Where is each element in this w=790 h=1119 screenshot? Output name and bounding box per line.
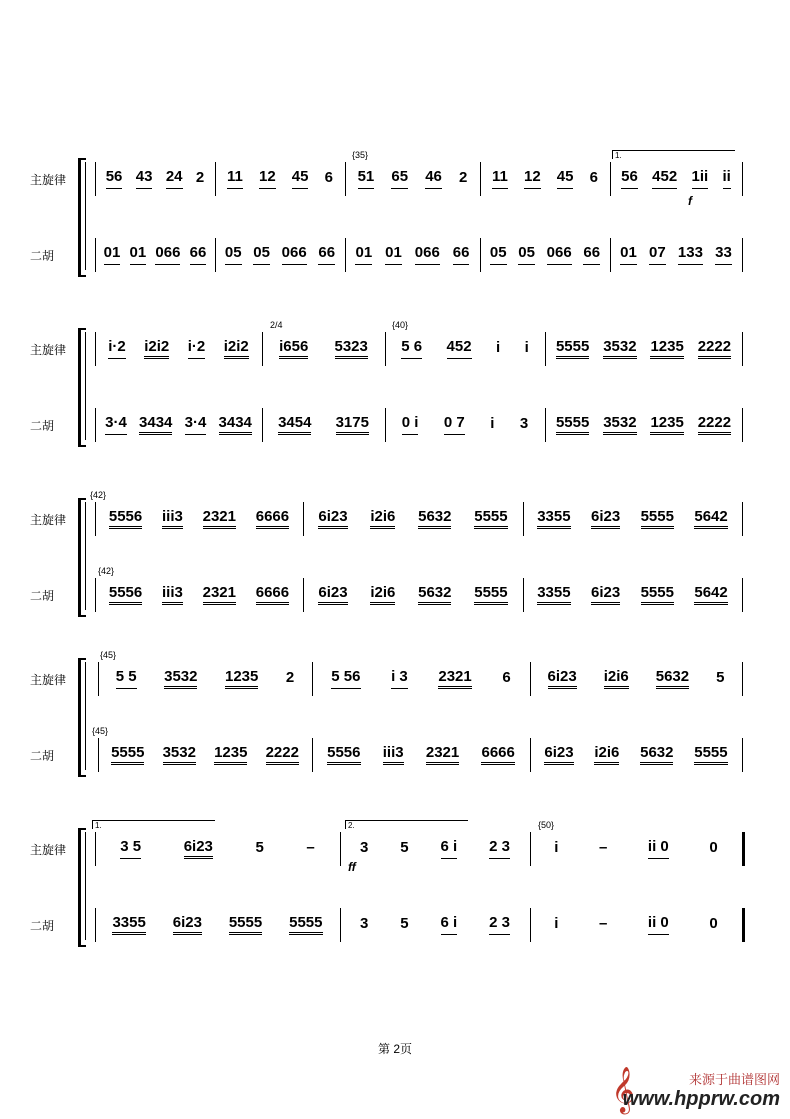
instrument-label-erhu: 二胡: [30, 919, 55, 933]
note-group: i: [554, 914, 559, 932]
measure: [614, 164, 738, 194]
note-group: 5: [255, 838, 264, 856]
instrument-label-melody: 主旋律: [30, 513, 67, 527]
note-group: i 3: [391, 669, 408, 689]
note-group: 01: [355, 245, 372, 265]
note-group: 5 6: [401, 339, 422, 359]
barline: [530, 908, 531, 942]
note-group: 01: [104, 245, 121, 265]
measure: [266, 334, 381, 364]
barline: [742, 332, 743, 366]
note-group: 3·4: [105, 415, 127, 435]
score-system: [0, 650, 790, 790]
barline: [523, 502, 524, 536]
barline: [312, 662, 313, 696]
barline: [545, 408, 546, 442]
dynamic-marking: f: [688, 194, 692, 208]
staff-melody: [0, 164, 790, 194]
note-group: i: [524, 338, 529, 356]
note-group: –: [599, 914, 608, 932]
note-group: 2 3: [489, 915, 510, 935]
note-group: 33: [715, 245, 732, 265]
barline: [95, 578, 96, 612]
note-group: 5632: [418, 585, 451, 605]
staff-erhu: [0, 910, 790, 940]
barline: [215, 162, 216, 196]
note-group: 01: [385, 245, 402, 265]
note-group: 6: [324, 168, 333, 186]
barline: [303, 578, 304, 612]
measure: [307, 504, 519, 534]
measure: [99, 910, 336, 940]
instrument-label-erhu: 二胡: [30, 589, 55, 603]
note-group: 5: [716, 668, 725, 686]
note-group: iii3: [383, 745, 404, 765]
note-group: 51: [358, 169, 375, 189]
measure: [349, 164, 476, 194]
barline: [95, 162, 96, 196]
barline: [215, 238, 216, 272]
note-group: i2i6: [604, 669, 629, 689]
note-group: 452: [447, 339, 472, 359]
note-group: 11: [492, 169, 508, 189]
barline: [530, 832, 531, 866]
barline: [742, 162, 743, 196]
measure-marker: 2/4: [270, 320, 283, 330]
measure: [527, 580, 738, 610]
note-group: 6i23: [318, 585, 347, 605]
staff-melody: [0, 504, 790, 534]
measure: [389, 334, 541, 364]
measure: [219, 164, 341, 194]
note-group: 5632: [656, 669, 689, 689]
note-group: 066: [547, 245, 572, 265]
note-group: 5642: [694, 585, 727, 605]
note-group: 5555: [556, 415, 589, 435]
note-group: 11: [227, 169, 243, 189]
note-group: 6i23: [173, 915, 202, 935]
measure-marker: {42}: [90, 490, 107, 500]
barline: [742, 662, 743, 696]
barline: [312, 738, 313, 772]
barline: [95, 832, 96, 866]
instrument-label-melody: 主旋律: [30, 343, 67, 357]
treble-clef-icon: 𝄞: [611, 1068, 635, 1112]
note-group: 5556: [327, 745, 360, 765]
barline: [742, 408, 743, 442]
note-group: 5555: [229, 915, 262, 935]
note-group: i·2: [188, 339, 206, 359]
staff-melody: [0, 334, 790, 364]
note-group: i2i6: [370, 585, 395, 605]
measure: [534, 910, 738, 940]
note-group: 3454: [278, 415, 311, 435]
measure: [344, 910, 526, 940]
note-group: 0 7: [444, 415, 465, 435]
instrument-label-erhu: 二胡: [30, 419, 55, 433]
note-group: 2321: [426, 745, 459, 765]
note-group: 0 i: [402, 415, 419, 435]
note-group: 3: [359, 914, 369, 932]
measure: [344, 834, 526, 864]
note-group: 2: [459, 168, 468, 186]
note-group: 5 56: [331, 669, 360, 689]
staff-erhu: [0, 240, 790, 270]
score-system: [0, 490, 790, 630]
note-group: 56: [621, 169, 638, 189]
barline: [523, 578, 524, 612]
note-group: 2222: [698, 415, 731, 435]
note-group: 6i23: [548, 669, 577, 689]
barline: [95, 238, 96, 272]
note-group: 3434: [219, 415, 252, 435]
measure-marker: {42}: [98, 566, 115, 576]
score-system: [0, 320, 790, 460]
instrument-label-melody: 主旋律: [30, 843, 67, 857]
note-group: 0: [709, 838, 718, 856]
note-group: 1ii: [692, 169, 709, 189]
note-group: 5555: [641, 509, 674, 529]
volta-bracket: 1.: [612, 150, 735, 159]
note-group: 6666: [481, 745, 514, 765]
barline: [95, 408, 96, 442]
measure: [99, 410, 258, 440]
note-group: 5642: [694, 509, 727, 529]
note-group: 6 i: [441, 839, 458, 859]
score-system: [0, 150, 790, 290]
note-group: 5555: [289, 915, 322, 935]
note-group: 45: [292, 169, 309, 189]
barline: [742, 238, 743, 272]
note-group: 07: [649, 245, 666, 265]
note-group: 01: [130, 245, 147, 265]
note-group: 24: [166, 169, 183, 189]
measure: [484, 164, 606, 194]
note-group: iii3: [162, 509, 183, 529]
note-group: 6i23: [318, 509, 347, 529]
volta-bracket: 1.: [92, 820, 215, 829]
note-group: 05: [225, 245, 242, 265]
barline: [610, 238, 611, 272]
note-group: 5632: [640, 745, 673, 765]
note-group: 2222: [266, 745, 299, 765]
note-group: 5556: [109, 585, 142, 605]
note-group: 3355: [112, 915, 145, 935]
note-group: 3: [519, 414, 529, 432]
measure: [527, 504, 738, 534]
note-group: 3532: [163, 745, 196, 765]
measure: [389, 410, 541, 440]
instrument-label-erhu: 二胡: [30, 249, 55, 263]
note-group: 2321: [203, 585, 236, 605]
note-group: i·2: [108, 339, 126, 359]
note-group: 5555: [111, 745, 144, 765]
measure-marker: {40}: [392, 320, 409, 330]
note-group: 3532: [164, 669, 197, 689]
note-group: 5 5: [116, 669, 137, 689]
score-system: [0, 820, 790, 960]
barline: [742, 578, 743, 612]
note-group: 66: [318, 245, 335, 265]
measure: [99, 164, 211, 194]
note-group: 5555: [556, 339, 589, 359]
barline: [95, 332, 96, 366]
note-group: i656: [279, 339, 308, 359]
barline: [345, 238, 346, 272]
note-group: 066: [155, 245, 180, 265]
note-group: 2: [285, 668, 295, 686]
note-group: 6i23: [184, 839, 213, 859]
barline: [303, 502, 304, 536]
note-group: 5555: [694, 745, 727, 765]
note-group: 6666: [256, 509, 289, 529]
measure: [266, 410, 381, 440]
barline: [480, 238, 481, 272]
barline: [545, 332, 546, 366]
measure: [534, 664, 738, 694]
note-group: 3 5: [120, 839, 141, 859]
note-group: 66: [190, 245, 207, 265]
note-group: 3355: [537, 509, 570, 529]
note-group: 6: [589, 168, 598, 186]
staff-melody: [0, 664, 790, 694]
barline: [530, 738, 531, 772]
barline: [340, 832, 341, 866]
measure: [307, 580, 519, 610]
staff-erhu: [0, 580, 790, 610]
measure: [102, 740, 308, 770]
note-group: 2: [195, 168, 205, 186]
note-group: i2i2: [144, 339, 169, 359]
barline: [530, 662, 531, 696]
note-group: 2321: [438, 669, 471, 689]
note-group: 6i23: [591, 509, 620, 529]
note-group: iii3: [162, 585, 183, 605]
note-group: –: [599, 838, 608, 856]
barline: [262, 408, 263, 442]
note-group: 12: [259, 169, 276, 189]
measure: [316, 740, 526, 770]
note-group: –: [306, 838, 315, 856]
note-group: i2i6: [370, 509, 395, 529]
note-group: 133: [678, 245, 703, 265]
barline: [98, 738, 99, 772]
staff-erhu: [0, 740, 790, 770]
staff-erhu: [0, 410, 790, 440]
note-group: 1235: [650, 339, 683, 359]
note-group: 3: [359, 838, 369, 856]
note-group: 3355: [537, 585, 570, 605]
measure-marker: {45}: [100, 650, 117, 660]
watermark-url: www.hpprw.com: [622, 1088, 780, 1110]
note-group: 2 3: [489, 839, 510, 859]
note-group: i2i6: [594, 745, 619, 765]
note-group: 6666: [256, 585, 289, 605]
note-group: 43: [136, 169, 153, 189]
note-group: 5555: [641, 585, 674, 605]
measure: [614, 240, 738, 270]
note-group: ii: [723, 169, 731, 189]
note-group: 3434: [139, 415, 172, 435]
staff-melody: [0, 834, 790, 864]
note-group: 066: [415, 245, 440, 265]
instrument-label-melody: 主旋律: [30, 173, 67, 187]
measure: [99, 834, 336, 864]
measure-marker: {50}: [538, 820, 555, 830]
note-group: 05: [490, 245, 507, 265]
barline: [340, 908, 341, 942]
note-group: 65: [391, 169, 408, 189]
measure: [349, 240, 476, 270]
barline: [345, 162, 346, 196]
barline: [98, 662, 99, 696]
dynamic-marking: ff: [348, 860, 356, 874]
note-group: i: [490, 414, 495, 432]
instrument-label-melody: 主旋律: [30, 673, 67, 687]
barline: [262, 332, 263, 366]
measure: [549, 334, 738, 364]
note-group: i: [554, 838, 559, 856]
note-group: 45: [557, 169, 574, 189]
note-group: ii 0: [648, 839, 669, 859]
barline: [742, 738, 743, 772]
note-group: 6i23: [591, 585, 620, 605]
note-group: 3532: [603, 339, 636, 359]
note-group: 5555: [474, 509, 507, 529]
measure: [219, 240, 341, 270]
note-group: 2222: [698, 339, 731, 359]
note-group: i2i2: [224, 339, 249, 359]
measure-marker: {35}: [352, 150, 369, 160]
note-group: 5632: [418, 509, 451, 529]
measure: [99, 580, 299, 610]
note-group: 12: [524, 169, 541, 189]
note-group: 05: [253, 245, 270, 265]
note-group: 6: [502, 668, 511, 686]
measure: [534, 834, 738, 864]
note-group: 5: [400, 914, 409, 932]
note-group: 6i23: [544, 745, 573, 765]
note-group: 66: [583, 245, 600, 265]
note-group: 2321: [203, 509, 236, 529]
measure: [99, 504, 299, 534]
note-group: 46: [425, 169, 442, 189]
note-group: 56: [106, 169, 123, 189]
note-group: 452: [652, 169, 677, 189]
barline: [742, 908, 745, 942]
watermark: [623, 1069, 780, 1111]
barline: [95, 502, 96, 536]
measure: [484, 240, 606, 270]
note-group: 0: [709, 914, 718, 932]
measure-marker: {45}: [92, 726, 109, 736]
note-group: 1235: [214, 745, 247, 765]
note-group: 01: [620, 245, 637, 265]
note-group: 5555: [474, 585, 507, 605]
page-number: 第 2页: [377, 1042, 412, 1056]
barline: [385, 408, 386, 442]
note-group: 6 i: [441, 915, 458, 935]
instrument-label-erhu: 二胡: [30, 749, 55, 763]
note-group: ii 0: [648, 915, 669, 935]
barline: [610, 162, 611, 196]
note-group: 3·4: [185, 415, 207, 435]
note-group: 1235: [225, 669, 258, 689]
note-group: 3532: [603, 415, 636, 435]
note-group: 066: [282, 245, 307, 265]
note-group: 5323: [335, 339, 368, 359]
measure: [102, 664, 308, 694]
barline: [385, 332, 386, 366]
watermark-source: 来源于曲谱图网: [688, 1072, 780, 1087]
note-group: 1235: [650, 415, 683, 435]
measure: [99, 240, 211, 270]
measure: [549, 410, 738, 440]
barline: [742, 502, 743, 536]
measure: [316, 664, 526, 694]
note-group: 5: [400, 838, 409, 856]
note-group: 5556: [109, 509, 142, 529]
note-group: 3175: [336, 415, 369, 435]
barline: [95, 908, 96, 942]
note-group: i: [495, 338, 501, 356]
note-group: 05: [518, 245, 535, 265]
measure: [99, 334, 258, 364]
measure: [534, 740, 738, 770]
barline: [742, 832, 745, 866]
barline: [480, 162, 481, 196]
note-group: 66: [453, 245, 470, 265]
volta-bracket: 2.: [345, 820, 468, 829]
